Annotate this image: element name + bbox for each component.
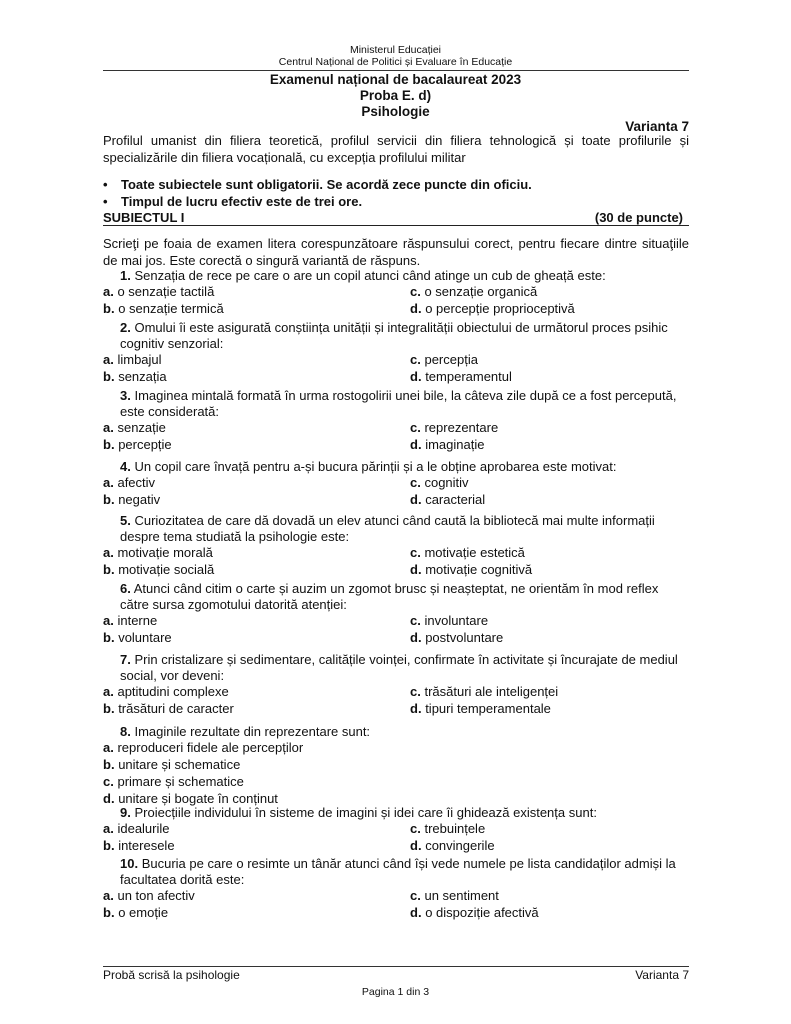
answer-option: [103, 630, 172, 646]
answer-option: [410, 301, 575, 317]
option-text: aptitudini complexe: [117, 684, 229, 699]
option-letter: d.: [410, 562, 422, 577]
question-item: [103, 459, 689, 509]
option-letter: b.: [103, 492, 115, 507]
options-row: [103, 284, 689, 301]
options-row: [103, 888, 689, 905]
option-text: senzație: [117, 420, 166, 435]
bullet-icon: •: [103, 194, 108, 209]
bullet-icon: •: [103, 177, 108, 192]
options-row: [103, 740, 689, 757]
question-stem: [103, 320, 689, 352]
option-text: imaginație: [425, 437, 485, 452]
rule-item: • Timpul de lucru efectiv este de trei ore.: [103, 194, 363, 209]
options-row: [103, 821, 689, 838]
option-text: negativ: [118, 492, 161, 507]
option-letter: a.: [103, 684, 114, 699]
section-heading: [103, 210, 689, 226]
options-row: [103, 420, 689, 437]
question-number: 5.: [120, 513, 131, 528]
option-letter: a.: [103, 888, 114, 903]
option-text: o percepție proprioceptivă: [425, 301, 575, 316]
option-letter: b.: [103, 369, 115, 384]
option-letter: b.: [103, 437, 115, 452]
question-item: [103, 320, 689, 386]
question-text: Proiecțiile individului în sisteme de imagini și idei care îi ghidează existența sunt:: [134, 805, 597, 820]
option-letter: b.: [103, 838, 115, 853]
question-item: [103, 652, 689, 718]
option-letter: d.: [410, 838, 422, 853]
option-letter: a.: [103, 613, 114, 628]
option-text: o senzație tactilă: [117, 284, 215, 299]
question-text: Bucuria pe care o resimte un tânăr atunci când își vede numele pe lista candidaților admiși la facultatea dorită este:: [120, 856, 676, 887]
answer-option: [410, 352, 478, 368]
options-row: [103, 369, 689, 386]
footer-variant: Varianta 7: [635, 968, 689, 982]
option-letter: a.: [103, 284, 114, 299]
answer-option: [410, 437, 484, 453]
question-stem: [103, 388, 689, 420]
question-text: Senzația de rece pe care o are un copil atunci când atinge un cub de gheață este:: [134, 268, 606, 283]
options-row: [103, 352, 689, 369]
instructions: Scrieţi pe foaia de examen litera corespunzătoare răspunsului corect, pentru fiecare dintre situaţiile de mai jos. Este corectă o singură variantă de răspuns.: [103, 236, 689, 268]
option-text: percepție: [118, 437, 172, 452]
option-text: reproduceri fidele ale percepților: [117, 740, 304, 755]
option-letter: c.: [410, 284, 421, 299]
option-text: cognitiv: [424, 475, 469, 490]
option-text: o senzație termică: [118, 301, 224, 316]
option-text: motivație socială: [118, 562, 215, 577]
question-item: [103, 724, 689, 808]
options-row: [103, 492, 689, 509]
question-number: 3.: [120, 388, 131, 403]
option-text: voluntare: [118, 630, 172, 645]
answer-option: [103, 774, 244, 790]
option-letter: d.: [410, 905, 422, 920]
answer-option: [410, 369, 512, 385]
options-row: [103, 757, 689, 774]
answer-option: [103, 684, 229, 700]
options-row: [103, 562, 689, 579]
option-text: temperamentul: [425, 369, 512, 384]
answer-option: [103, 475, 155, 491]
question-text: Curiozitatea de care dă dovadă un elev atunci când caută la bibliotecă mai multe informații despre tema studiată la psihologie este:: [120, 513, 655, 544]
option-letter: c.: [103, 774, 114, 789]
option-letter: b.: [103, 301, 115, 316]
question-number: 2.: [120, 320, 131, 335]
answer-option: [103, 888, 195, 904]
option-text: unitare și schematice: [118, 757, 241, 772]
option-letter: b.: [103, 701, 115, 716]
subject-title: Psihologie: [361, 104, 430, 119]
answer-option: [103, 613, 157, 629]
option-letter: d.: [410, 630, 422, 645]
answer-option: [103, 437, 172, 453]
profile-description: Profilul umanist din filiera teoretică, profilul servicii din filiera tehnologică și toate profilurile și specializările din filiera vocațională, cu excepția profilului militar: [103, 133, 689, 165]
answer-option: [410, 838, 495, 854]
section-title: SUBIECTUL I: [103, 210, 185, 225]
answer-option: [410, 888, 499, 904]
option-text: involuntare: [424, 613, 489, 628]
option-letter: b.: [103, 630, 115, 645]
options-row: [103, 905, 689, 922]
answer-option: [103, 284, 214, 300]
option-text: limbajul: [117, 352, 162, 367]
question-number: 4.: [120, 459, 131, 474]
option-letter: d.: [103, 791, 115, 806]
options-row: [103, 475, 689, 492]
page-number: Pagina 1 din 3: [361, 986, 430, 998]
question-item: [103, 581, 689, 647]
answer-option: [103, 838, 175, 854]
option-text: trăsături de caracter: [118, 701, 234, 716]
option-text: percepția: [424, 352, 478, 367]
option-letter: d.: [410, 701, 422, 716]
variant-label: Varianta 7: [625, 119, 689, 134]
question-stem: [103, 856, 689, 888]
option-letter: d.: [410, 301, 422, 316]
answer-option: [103, 369, 167, 385]
answer-option: [103, 420, 166, 436]
question-item: [103, 513, 689, 579]
question-stem: [103, 459, 689, 475]
answer-option: [103, 301, 224, 317]
option-letter: d.: [410, 437, 422, 452]
option-letter: a.: [103, 821, 114, 836]
question-stem: [103, 581, 689, 613]
option-letter: c.: [410, 545, 421, 560]
answer-option: [410, 562, 532, 578]
question-number: 6.: [120, 581, 131, 596]
option-letter: a.: [103, 352, 114, 367]
exam-rules: [103, 176, 689, 210]
question-text: Un copil care învață pentru a-și bucura părinții și a le obține aprobarea este motivat:: [134, 459, 617, 474]
option-text: un ton afectiv: [117, 888, 195, 903]
option-letter: c.: [410, 613, 421, 628]
proba-title: Proba E. d): [359, 88, 432, 103]
option-letter: a.: [103, 420, 114, 435]
answer-option: [410, 701, 551, 717]
question-number: 7.: [120, 652, 131, 667]
option-text: motivație morală: [117, 545, 213, 560]
question-number: 9.: [120, 805, 131, 820]
option-letter: c.: [410, 420, 421, 435]
answer-option: [410, 284, 537, 300]
question-item: [103, 388, 689, 454]
answer-option: [103, 821, 170, 837]
question-text: Prin cristalizare și sedimentare, calitățile voinței, confirmate în activitate și încurajate de mediul social, vor deveni:: [120, 652, 678, 683]
options-row: [103, 613, 689, 630]
question-number: 10.: [120, 856, 139, 871]
answer-option: [103, 905, 168, 921]
options-row: [103, 437, 689, 454]
option-letter: c.: [410, 888, 421, 903]
option-text: unitare și bogate în conținut: [118, 791, 278, 806]
option-letter: c.: [410, 475, 421, 490]
option-letter: d.: [410, 369, 422, 384]
options-row: [103, 838, 689, 855]
option-letter: d.: [410, 492, 422, 507]
header-divider: [103, 70, 689, 71]
options-row: [103, 301, 689, 318]
options-row: [103, 545, 689, 562]
options-row: [103, 701, 689, 718]
option-letter: c.: [410, 684, 421, 699]
option-text: tipuri temperamentale: [425, 701, 551, 716]
question-stem: [103, 513, 689, 545]
question-stem: [103, 652, 689, 684]
answer-option: [410, 613, 488, 629]
question-stem: [103, 268, 689, 284]
option-letter: b.: [103, 562, 115, 577]
option-text: trăsături ale inteligenței: [424, 684, 559, 699]
option-letter: b.: [103, 905, 115, 920]
answer-option: [410, 545, 525, 561]
footer-title: Probă scrisă la psihologie: [103, 968, 240, 982]
option-text: o senzație organică: [424, 284, 538, 299]
answer-option: [410, 684, 558, 700]
question-text: Omului îi este asigurată conștiința unității și integralității obiectului de următorul proces psihic cognitiv senzorial:: [120, 320, 668, 351]
option-text: interne: [117, 613, 158, 628]
question-item: [103, 268, 689, 318]
option-text: senzația: [118, 369, 167, 384]
answer-option: [103, 701, 234, 717]
center-name: Centrul Național de Politici și Evaluare în Educație: [278, 56, 513, 68]
option-letter: a.: [103, 740, 114, 755]
options-row: [103, 684, 689, 701]
question-item: [103, 856, 689, 922]
option-text: motivație estetică: [424, 545, 525, 560]
question-text: Atunci când citim o carte și auzim un zgomot brusc și neașteptat, ne orientăm în mod reflex către sursa zgomotului datorită atenției:: [120, 581, 659, 612]
option-text: un sentiment: [424, 888, 499, 903]
option-text: caracterial: [425, 492, 486, 507]
answer-option: [103, 492, 160, 508]
question-number: 8.: [120, 724, 131, 739]
answer-option: [103, 352, 162, 368]
option-letter: c.: [410, 352, 421, 367]
option-letter: a.: [103, 545, 114, 560]
answer-option: [103, 562, 214, 578]
question-number: 1.: [120, 268, 131, 283]
option-text: reprezentare: [424, 420, 499, 435]
question-item: [103, 805, 689, 855]
exam-title: Examenul național de bacalaureat 2023: [269, 72, 522, 87]
option-letter: b.: [103, 757, 115, 772]
question-stem: [103, 724, 689, 740]
option-text: trebuințele: [424, 821, 486, 836]
option-text: interesele: [118, 838, 175, 853]
option-text: afectiv: [117, 475, 156, 490]
question-text: Imaginile rezultate din reprezentare sunt:: [134, 724, 371, 739]
option-text: idealurile: [117, 821, 170, 836]
footer-divider: [103, 966, 689, 967]
question-text: Imaginea mintală formată în urma rostogolirii unei bile, la câteva zile după ce a fost percepută, este considerată:: [120, 388, 677, 419]
answer-option: [410, 420, 498, 436]
answer-option: [410, 475, 469, 491]
answer-option: [103, 757, 240, 773]
answer-option: [410, 821, 485, 837]
options-row: [103, 774, 689, 791]
option-letter: c.: [410, 821, 421, 836]
answer-option: [103, 545, 213, 561]
section-points: (30 de puncte): [594, 210, 683, 225]
option-text: postvoluntare: [425, 630, 504, 645]
option-letter: a.: [103, 475, 114, 490]
option-text: motivație cognitivă: [425, 562, 533, 577]
question-stem: [103, 805, 689, 821]
option-text: o dispoziție afectivă: [425, 905, 539, 920]
answer-option: [410, 630, 503, 646]
answer-option: [103, 740, 303, 756]
option-text: primare și schematice: [117, 774, 244, 789]
option-text: o emoție: [118, 905, 169, 920]
rule-item: • Toate subiectele sunt obligatorii. Se acordă zece puncte din oficiu.: [103, 177, 532, 192]
answer-option: [410, 905, 539, 921]
answer-option: [410, 492, 485, 508]
options-row: [103, 630, 689, 647]
ministry-name: Ministerul Educației: [349, 44, 442, 56]
option-text: convingerile: [425, 838, 495, 853]
